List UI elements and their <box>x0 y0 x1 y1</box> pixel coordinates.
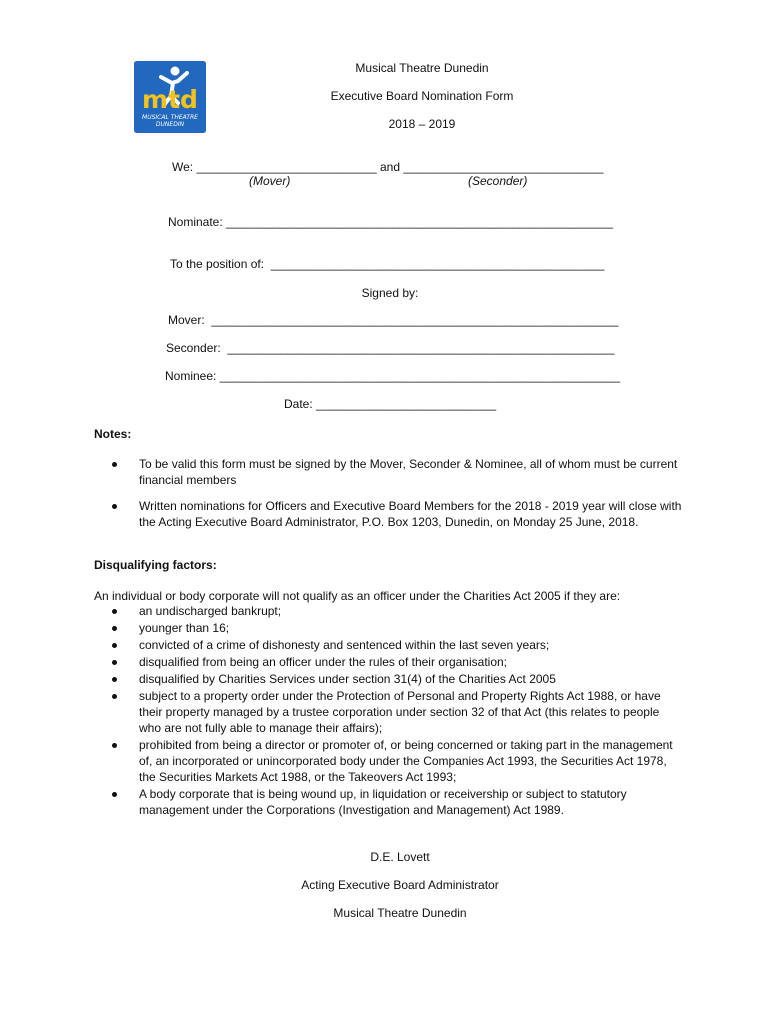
bullet-icon <box>112 462 117 467</box>
disqualifying-text: disqualified by Charities Services under section 31(4) of the Charities Act 2005 <box>139 672 556 686</box>
disqualifying-text: younger than 16; <box>139 621 230 635</box>
disqualifying-text: prohibited from being a director or promoter of, or being concerned or taking part in the management of, an incorporated or unincorporated body under the Companies Act 1993, the Securities Act 1978, the Securities Markets Act 1988, or the Takeovers Act 1993; <box>139 738 673 784</box>
signatory-name: D.E. Lovett <box>370 850 430 864</box>
disqualifying-intro: An individual or body corporate will not qualify as an officer under the Charities Act 2005 if they are: <box>94 589 621 603</box>
disqualifying-text: an undischarged bankrupt; <box>139 604 282 618</box>
disqualifying-text: convicted of a crime of dishonesty and sentenced within the last seven years; <box>139 638 550 652</box>
bullet-icon <box>112 504 117 509</box>
signed-by-label: Signed by: <box>361 286 419 300</box>
bullet-icon <box>112 677 117 682</box>
form-years: 2018 – 2019 <box>388 117 456 131</box>
bullet-icon <box>112 694 117 699</box>
date-line[interactable]: Date: ___________________________ <box>284 397 497 411</box>
bullet-icon <box>112 626 117 631</box>
bullet-icon <box>112 643 117 648</box>
mtd-logo <box>134 61 206 133</box>
disqualifying-text: A body corporate that is being wound up, in liquidation or receivership or subject to statutory management under the Corporations (Investigation and Management) Act 1989. <box>139 787 627 817</box>
seconder-caption: (Seconder) <box>468 174 528 188</box>
position-line[interactable]: To the position of: __________________________________________________ <box>170 257 605 271</box>
mover-caption: (Mover) <box>249 174 291 188</box>
logo-caption-line1: MUSICAL THEATRE <box>142 114 198 121</box>
form-title: Executive Board Nomination Form <box>330 89 514 103</box>
bullet-icon <box>112 660 117 665</box>
note-text: To be valid this form must be signed by the Mover, Seconder & Nominee, all of whom must be current financial members <box>139 457 678 487</box>
we-line[interactable]: We: ___________________________ and ______________________________ <box>172 160 604 174</box>
org-title: Musical Theatre Dunedin <box>355 61 489 75</box>
signatory-role: Acting Executive Board Administrator <box>301 878 499 892</box>
notes-heading: Notes: <box>94 427 132 441</box>
bullet-icon <box>112 792 117 797</box>
mover-signature-line[interactable]: Mover: _____________________________________________________________ <box>168 313 619 327</box>
bullet-icon <box>112 743 117 748</box>
nominee-signature-line[interactable]: Nominee: ____________________________________________________________ <box>165 369 621 383</box>
note-text: Written nominations for Officers and Executive Board Members for the 2018 - 2019 year will close with the Acting Executive Board Administrator, P.O. Box 1203, Dunedin, on Monday 25 June, 2018. <box>139 499 682 529</box>
seconder-signature-line[interactable]: Seconder: __________________________________________________________ <box>166 341 615 355</box>
logo-caption-line2: DUNEDIN <box>155 121 185 128</box>
signatory-org: Musical Theatre Dunedin <box>333 906 467 920</box>
disqualifying-text: subject to a property order under the Protection of Personal and Property Rights Act 1988, or have their property managed by a trustee corporation under section 32 of that Act (this relates to people who are not fully able to manage their affairs); <box>139 689 661 735</box>
disqualifying-text: disqualified from being an officer under the rules of their organisation; <box>139 655 507 669</box>
disqualifying-heading: Disqualifying factors: <box>94 558 217 572</box>
nominate-line[interactable]: Nominate: __________________________________________________________ <box>168 215 614 229</box>
logo-letters: mtd <box>142 85 198 114</box>
bullet-icon <box>112 609 117 614</box>
